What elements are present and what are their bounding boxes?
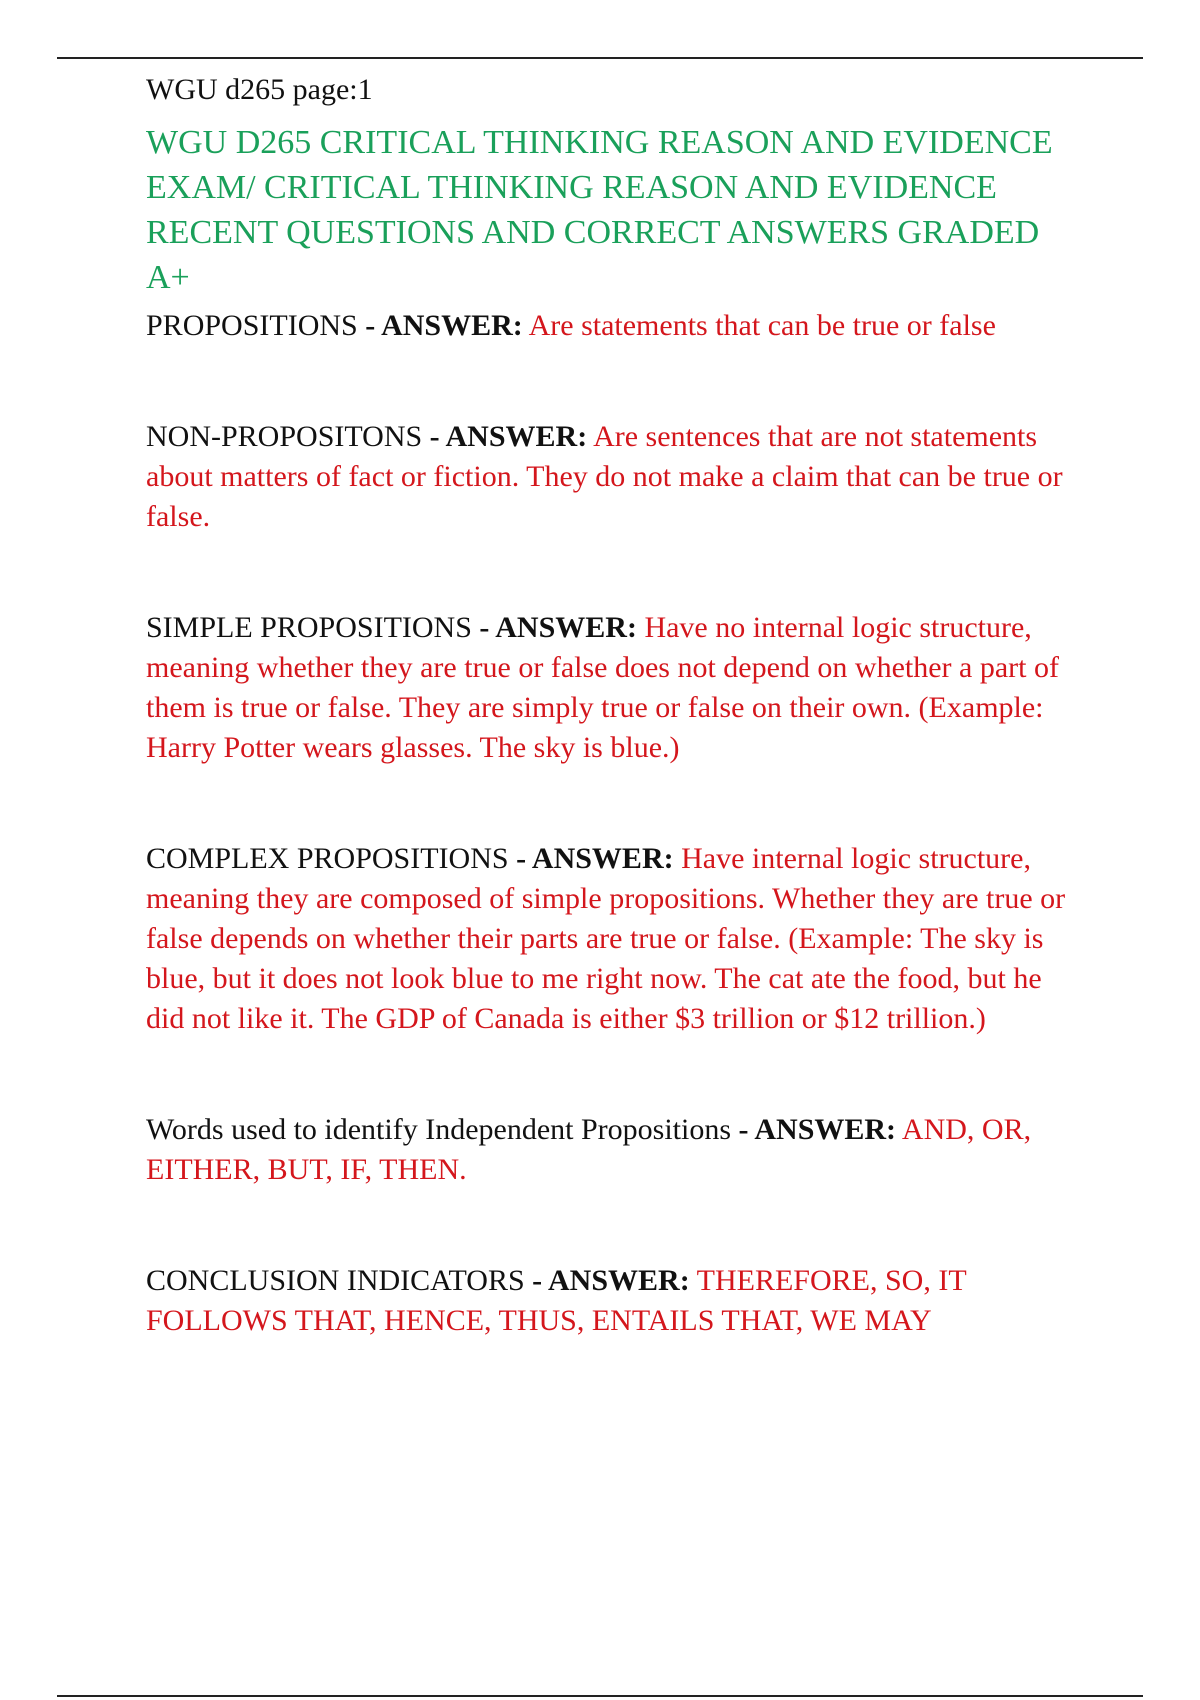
document-title: WGU D265 CRITICAL THINKING REASON AND EVIDENCE EXAM/ CRITICAL THINKING REASON AND EVIDENCE RECENT QUESTIONS AND CORRECT ANSWERS GRADED A+ [146, 124, 1053, 296]
page-content [146, 70, 1081, 1341]
qa-term: PROPOSITIONS [146, 309, 358, 342]
qa-term: SIMPLE PROPOSITIONS [146, 611, 472, 644]
qa-separator: - [731, 1113, 755, 1146]
qa-item-complex-propositions [146, 839, 1081, 1039]
qa-answer-label: ANSWER: [531, 842, 674, 875]
qa-answer-label: ANSWER: [754, 1113, 897, 1146]
qa-item-non-propositions [146, 417, 1081, 537]
qa-separator: - [508, 842, 532, 875]
qa-answer-label: ANSWER: [548, 1264, 690, 1297]
qa-term: COMPLEX PROPOSITIONS [146, 842, 509, 875]
qa-answer-label: ANSWER: [381, 309, 523, 342]
qa-term: CONCLUSION INDICATORS [146, 1264, 525, 1297]
qa-item-conclusion-indicators [146, 1261, 1081, 1341]
qa-separator: - [524, 1264, 548, 1297]
top-rule [57, 57, 1143, 59]
qa-term: NON-PROPOSITONS [146, 420, 423, 453]
qa-separator: - [357, 309, 382, 342]
qa-answer-label: ANSWER: [495, 611, 637, 644]
qa-answer: AND, OR, EITHER, BUT, IF, THEN. [146, 1113, 1032, 1186]
qa-item-independent-propositions [146, 1110, 1081, 1190]
qa-answer: Have no internal logic structure, meaning whether they are true or false does not depend on whether a part of them is true or false. They are simply true or false on their own. (Example: Harry Potter wears glasses. The sky is blue.) [146, 611, 1059, 764]
qa-answer: Have internal logic structure, meaning they are composed of simple propositions. Whether they are true or false depends on whether their parts are true or false. (Example: The sky is blue, but it does not look blue to me right now. The cat ate the food, but he did not like it. The GDP of Canada is either $3 trillion or $12 trillion.) [146, 842, 1066, 1035]
page-header: WGU d265 page:1 [146, 73, 373, 106]
qa-answer-label: ANSWER: [445, 420, 588, 453]
qa-answer: Are statements that can be true or false [528, 309, 996, 342]
bottom-rule [57, 1695, 1143, 1697]
qa-separator: - [422, 420, 446, 453]
qa-answer: THEREFORE, SO, IT FOLLOWS THAT, HENCE, THUS, ENTAILS THAT, WE MAY [146, 1264, 967, 1337]
qa-answer: Are sentences that are not statements about matters of fact or fiction. They do not make a claim that can be true or false. [146, 420, 1063, 533]
qa-term: Words used to identify Independent Propositions [146, 1113, 732, 1146]
qa-item-simple-propositions [146, 608, 1081, 768]
qa-item-propositions [146, 306, 1081, 346]
qa-separator: - [471, 611, 496, 644]
